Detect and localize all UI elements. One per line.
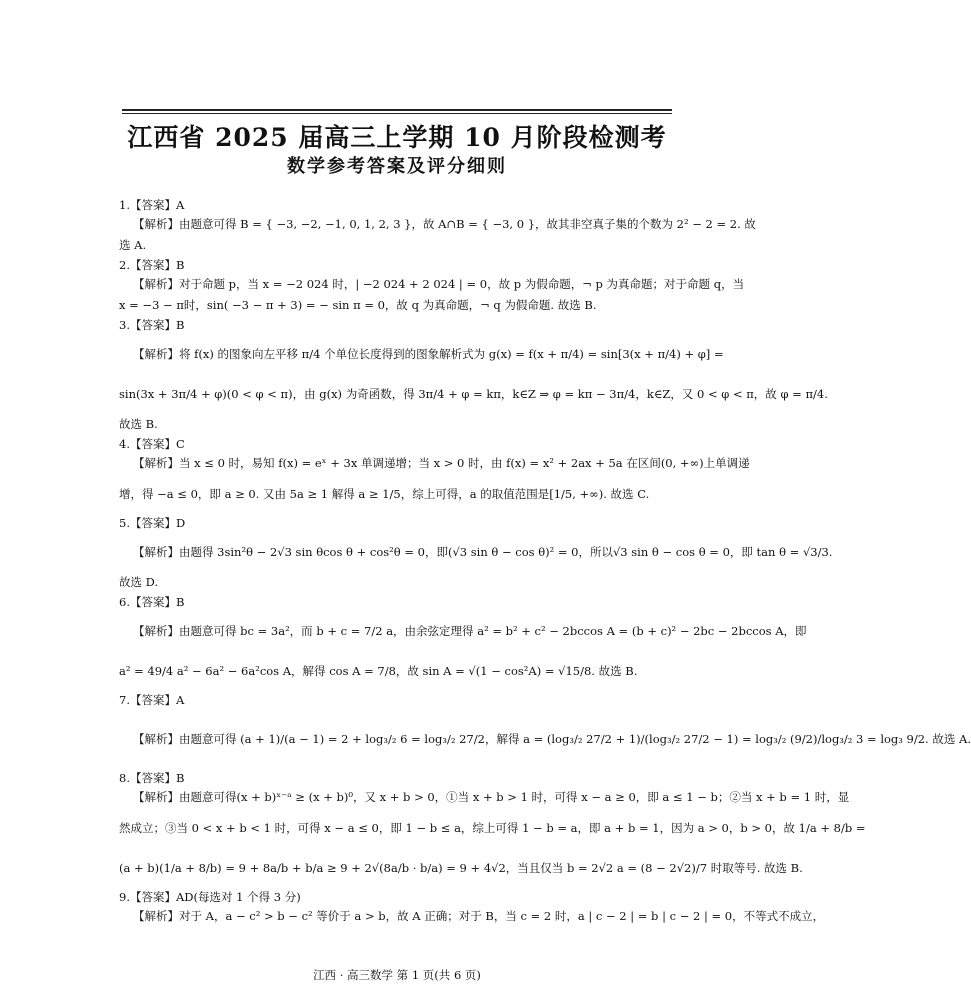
analysis-line: 【解析】对于 A，a − c² > b − c² 等价于 a > b，故 A 正确；对于 B，当 c = 2 时，a | c − 2 | = b | c − 2 | = 0，不等式不成立， [133, 909, 825, 923]
analysis-line: 选 A. [119, 238, 147, 252]
analysis-line: 故选 D. [119, 575, 159, 589]
analysis-line: 【解析】由题意可得(x + b)ˣ⁻ᵃ ≥ (x + b)⁰，又 x + b > 0，①当 x + b > 1 时，可得 x − a ≥ 0，即 a ≤ 1 − b；②当 x + b = 1 时，显 [133, 790, 850, 804]
question-3 [119, 316, 828, 435]
question-5 [119, 514, 833, 593]
answer-line: 2.【答案】B [119, 258, 185, 272]
analysis [119, 611, 807, 691]
analysis-line: x = −3 − π时，sin( −3 − π + 3) = − sin π = 0，故 q 为真命题，¬ q 为假命题. 故选 B. [119, 298, 597, 312]
solutions-body [119, 196, 971, 927]
answer-line: 4.【答案】C [119, 437, 185, 451]
page-subtitle: 数学参考答案及评分细则 [287, 156, 507, 177]
analysis-line: 【解析】当 x ≤ 0 时，易知 f(x) = eˣ + 3x 单调递增；当 x > 0 时，由 f(x) = x² + 2ax + 5a 在区间(0, +∞)上单调递 [133, 456, 750, 470]
header-rule-thin [122, 113, 672, 114]
analysis-line: 故选 B. [119, 417, 158, 431]
page-title: 江西省 2025 届高三上学期 10 月阶段检测考 [127, 123, 667, 152]
question-8 [119, 769, 866, 888]
analysis [119, 274, 745, 316]
question-6 [119, 593, 807, 691]
answer-line: 6.【答案】B [119, 595, 185, 609]
analysis-line: sin(3x + 3π/4 + φ)(0 < φ < π)，由 g(x) 为奇函数，得 3π/4 + φ = kπ，k∈Z ⇒ φ = kπ − 3π/4，k∈Z，又 0 < φ < π，故 φ = π/4. [119, 387, 828, 401]
analysis [119, 334, 828, 435]
answer-line: 1.【答案】A [119, 198, 185, 212]
analysis-line: 【解析】由题意可得 B = { −3, −2, −1, 0, 1, 2, 3 }，故 A∩B = { −3, 0 }，故其非空真子集的个数为 2² − 2 = 2. 故 [133, 217, 756, 231]
analysis [119, 214, 756, 256]
analysis-line: (a + b)(1/a + 8/b) = 9 + 8a/b + b/a ≥ 9 + 2√(8a/b · b/a) = 9 + 4√2，当且仅当 b = 2√2 a = (8 − 2√2)/7 时取等号. 故选 B. [119, 861, 803, 875]
analysis-line: 【解析】由题意可得 (a + 1)/(a − 1) = 2 + log₃/₂ 6 = log₃/₂ 27/2，解得 a = (log₃/₂ 27/2 + 1)/(log₃/₂ 27/2 − 1) = log₃/₂ (9/2)/log₃/₂ 3 = log₃ 9/2. 故选 A. [133, 732, 971, 746]
analysis-line: 增，得 −a ≤ 0，即 a ≥ 0. 又由 5a ≥ 1 解得 a ≥ 1/5，综上可得，a 的取值范围是[1/5, +∞). 故选 C. [119, 487, 650, 501]
question-7 [119, 691, 971, 769]
answer-line: 3.【答案】B [119, 318, 185, 332]
answer-line: 9.【答案】AD(每选对 1 个得 3 分) [119, 890, 301, 904]
question-4 [119, 435, 750, 514]
analysis-line: 【解析】由题得 3sin²θ − 2√3 sin θcos θ + cos²θ = 0，即(√3 sin θ − cos θ)² = 0，所以√3 sin θ − cos θ = 0，即 tan θ = √3/3. [133, 545, 833, 559]
analysis-line: 【解析】对于命题 p，当 x = −2 024 时，| −2 024 + 2 024 | = 0，故 p 为假命题，¬ p 为真命题；对于命题 q，当 [133, 277, 745, 291]
analysis-line: 【解析】由题意可得 bc = 3a²，而 b + c = 7/2 a，由余弦定理得 a² = b² + c² − 2bccos A = (b + c)² − 2bc − 2bccos A，即 [133, 624, 807, 638]
analysis-line: 【解析】将 f(x) 的图象向左平移 π/4 个单位长度得到的图象解析式为 g(x) = f(x + π/4) = sin[3(x + π/4) + φ] = [133, 347, 724, 361]
analysis [119, 532, 833, 593]
analysis [119, 787, 866, 888]
header-rule [122, 109, 672, 111]
answer-line: 8.【答案】B [119, 771, 185, 785]
analysis [119, 906, 825, 927]
analysis-line: a² = 49/4 a² − 6a² − 6a²cos A，解得 cos A = 7/8，故 sin A = √(1 − cos²A) = √15/8. 故选 B. [119, 664, 638, 678]
question-2 [119, 256, 745, 316]
analysis [119, 453, 750, 514]
answer-line: 5.【答案】D [119, 516, 186, 530]
analysis [119, 709, 971, 769]
question-9 [119, 888, 825, 927]
answer-line: 7.【答案】A [119, 693, 185, 707]
page-footer: 江西 · 高三数学 第 1 页(共 6 页) [313, 968, 481, 982]
question-1 [119, 196, 756, 256]
analysis-line: 然成立；③当 0 < x + b < 1 时，可得 x − a ≤ 0，即 1 − b ≤ a，综上可得 1 − b = a，即 a + b = 1，因为 a > 0，b > 0，故 1/a + 8/b = [119, 821, 866, 835]
